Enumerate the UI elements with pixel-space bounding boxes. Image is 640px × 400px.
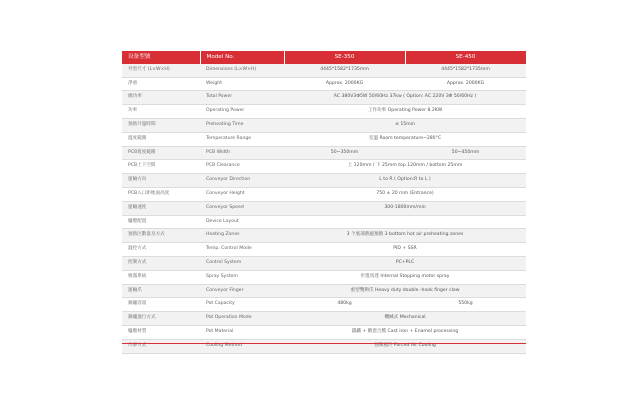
table-row	[122, 229, 526, 243]
header-cn: 设备型號	[122, 51, 200, 64]
table-row	[122, 187, 526, 201]
row-label-en: Device Layout	[200, 215, 284, 229]
table-row	[122, 174, 526, 188]
row-label-en: Conveyor Height	[200, 187, 284, 201]
row-label-en: Pot Capacity	[200, 298, 284, 312]
row-label-cn: PCB入口距地面高度	[122, 187, 200, 201]
table-row	[122, 325, 526, 339]
row-value-model-a: 4445*1582*1735mm	[284, 64, 405, 77]
row-value-shared: L to R ( Option:R to L )	[284, 174, 526, 188]
row-label-cn: 外型尺寸 (L×W×H)	[122, 64, 200, 77]
row-value-model-b: 550kg	[405, 298, 526, 312]
row-label-cn: 淨重	[122, 77, 200, 91]
header-en: Model No.	[200, 51, 284, 64]
table-row	[122, 243, 526, 257]
row-label-en: Temperature Range	[200, 132, 284, 146]
table-row	[122, 201, 526, 215]
table-row	[122, 160, 526, 174]
row-label-en: Conveyor Direction	[200, 174, 284, 188]
spec-table	[122, 51, 527, 354]
row-label-en: Heating Zones	[200, 229, 284, 243]
table-row	[122, 146, 526, 160]
row-label-en: Conveyor Finger	[200, 284, 284, 298]
row-label-cn: 總功率	[122, 91, 200, 105]
row-value-shared: 步進馬達 Internal Stepping motor spray	[284, 270, 526, 284]
row-label-en: Pot Operation Mode	[200, 312, 284, 326]
row-label-cn: 預熱区數量及方式	[122, 229, 200, 243]
row-label-cn: 運輸爪	[122, 284, 200, 298]
row-value-shared	[284, 215, 526, 229]
row-label-en: Control System	[200, 256, 284, 270]
row-value-model-b: 4445*1582*1735mm	[405, 64, 526, 77]
row-value-shared: 工作功率 Operating Power 8.2KW	[284, 105, 526, 119]
row-label-en: PCB Width	[200, 146, 284, 160]
table-row	[122, 270, 526, 284]
table-header-row	[122, 51, 526, 64]
row-label-en: Dimensions (L×W×H)	[200, 64, 284, 77]
row-label-cn: PCB寬度範圍	[122, 146, 200, 160]
row-label-en: Pot Material	[200, 325, 284, 339]
table-row	[122, 91, 526, 105]
row-value-shared: AC 380V3Φ5W 50/60Hz 37kw ( Option: AC 220V 3Φ 50/60Hz )	[284, 91, 526, 105]
row-value-shared: ≤ 15min	[284, 118, 526, 132]
table-row	[122, 118, 526, 132]
row-value-shared: PC+PLC	[284, 256, 526, 270]
row-value-shared: 強制風冷 Forced Air Cooling	[284, 339, 526, 353]
table-bottom-rule	[122, 343, 526, 344]
row-label-cn: 溫控方式	[122, 243, 200, 257]
spec-body	[122, 64, 526, 353]
row-value-shared: 3 个底部熱風預熱 3 bottom hot air preheating zones	[284, 229, 526, 243]
row-label-en: PCB Clearance	[200, 160, 284, 174]
table-row	[122, 105, 526, 119]
header-model-a: SE-350	[284, 51, 405, 64]
row-label-en: Operating Power	[200, 105, 284, 119]
table-row	[122, 298, 526, 312]
header-model-b: SE-450	[405, 51, 526, 64]
row-value-model-a: Approx. 2000KG	[284, 77, 405, 91]
row-label-cn: 控制方式	[122, 256, 200, 270]
row-value-shared: 室溫 Room temperature~280°C	[284, 132, 526, 146]
row-value-shared: 重型雙鉤爪 Heavy duty double -hook finger claw	[284, 284, 526, 298]
table-row	[122, 256, 526, 270]
row-label-en: Cooling Method	[200, 339, 284, 353]
row-label-cn: PCB上下空間	[122, 160, 200, 174]
row-label-cn: 噴霧系統	[122, 270, 200, 284]
row-label-cn: 錫爐運行方式	[122, 312, 200, 326]
row-value-shared: 上 120mm / 下 25mm top 120mm / bottom 25mm	[284, 160, 526, 174]
row-value-shared: 750 ± 20 mm (Entrance)	[284, 187, 526, 201]
row-label-cn: 錫爐容量	[122, 298, 200, 312]
row-label-cn: 溫度範圍	[122, 132, 200, 146]
table-row	[122, 312, 526, 326]
row-label-cn: 冷卻方式	[122, 339, 200, 353]
row-label-cn: 爐膛配置	[122, 215, 200, 229]
row-label-cn: 運輸速度	[122, 201, 200, 215]
row-label-en: Temp. Control Mode	[200, 243, 284, 257]
table-row	[122, 132, 526, 146]
table-row	[122, 64, 526, 77]
row-label-cn: 運輸方向	[122, 174, 200, 188]
table-row	[122, 339, 526, 353]
row-label-cn: 爐膽材質	[122, 325, 200, 339]
row-value-model-b: Approx. 2000KG	[405, 77, 526, 91]
row-label-en: Spray System	[200, 270, 284, 284]
row-value-model-a: 50~350mm	[284, 146, 405, 160]
row-label-cn: 功率	[122, 105, 200, 119]
row-value-model-b: 50~450mm	[405, 146, 526, 160]
row-label-en: Preheating Time	[200, 118, 284, 132]
row-label-en: Total Power	[200, 91, 284, 105]
row-label-en: Weight	[200, 77, 284, 91]
row-value-shared: 機械式 Mechanical	[284, 312, 526, 326]
row-label-cn: 預熱升溫時間	[122, 118, 200, 132]
row-value-shared: 鑄鐵 + 鍍瓷合膜 Cast iron + Enamel processing	[284, 325, 526, 339]
table-row	[122, 284, 526, 298]
row-value-model-a: 480kg	[284, 298, 405, 312]
table-row	[122, 215, 526, 229]
row-value-shared: PID + SSR	[284, 243, 526, 257]
table-row	[122, 77, 526, 91]
row-value-shared: 300-1800mm/min	[284, 201, 526, 215]
row-label-en: Conveyor Speed	[200, 201, 284, 215]
